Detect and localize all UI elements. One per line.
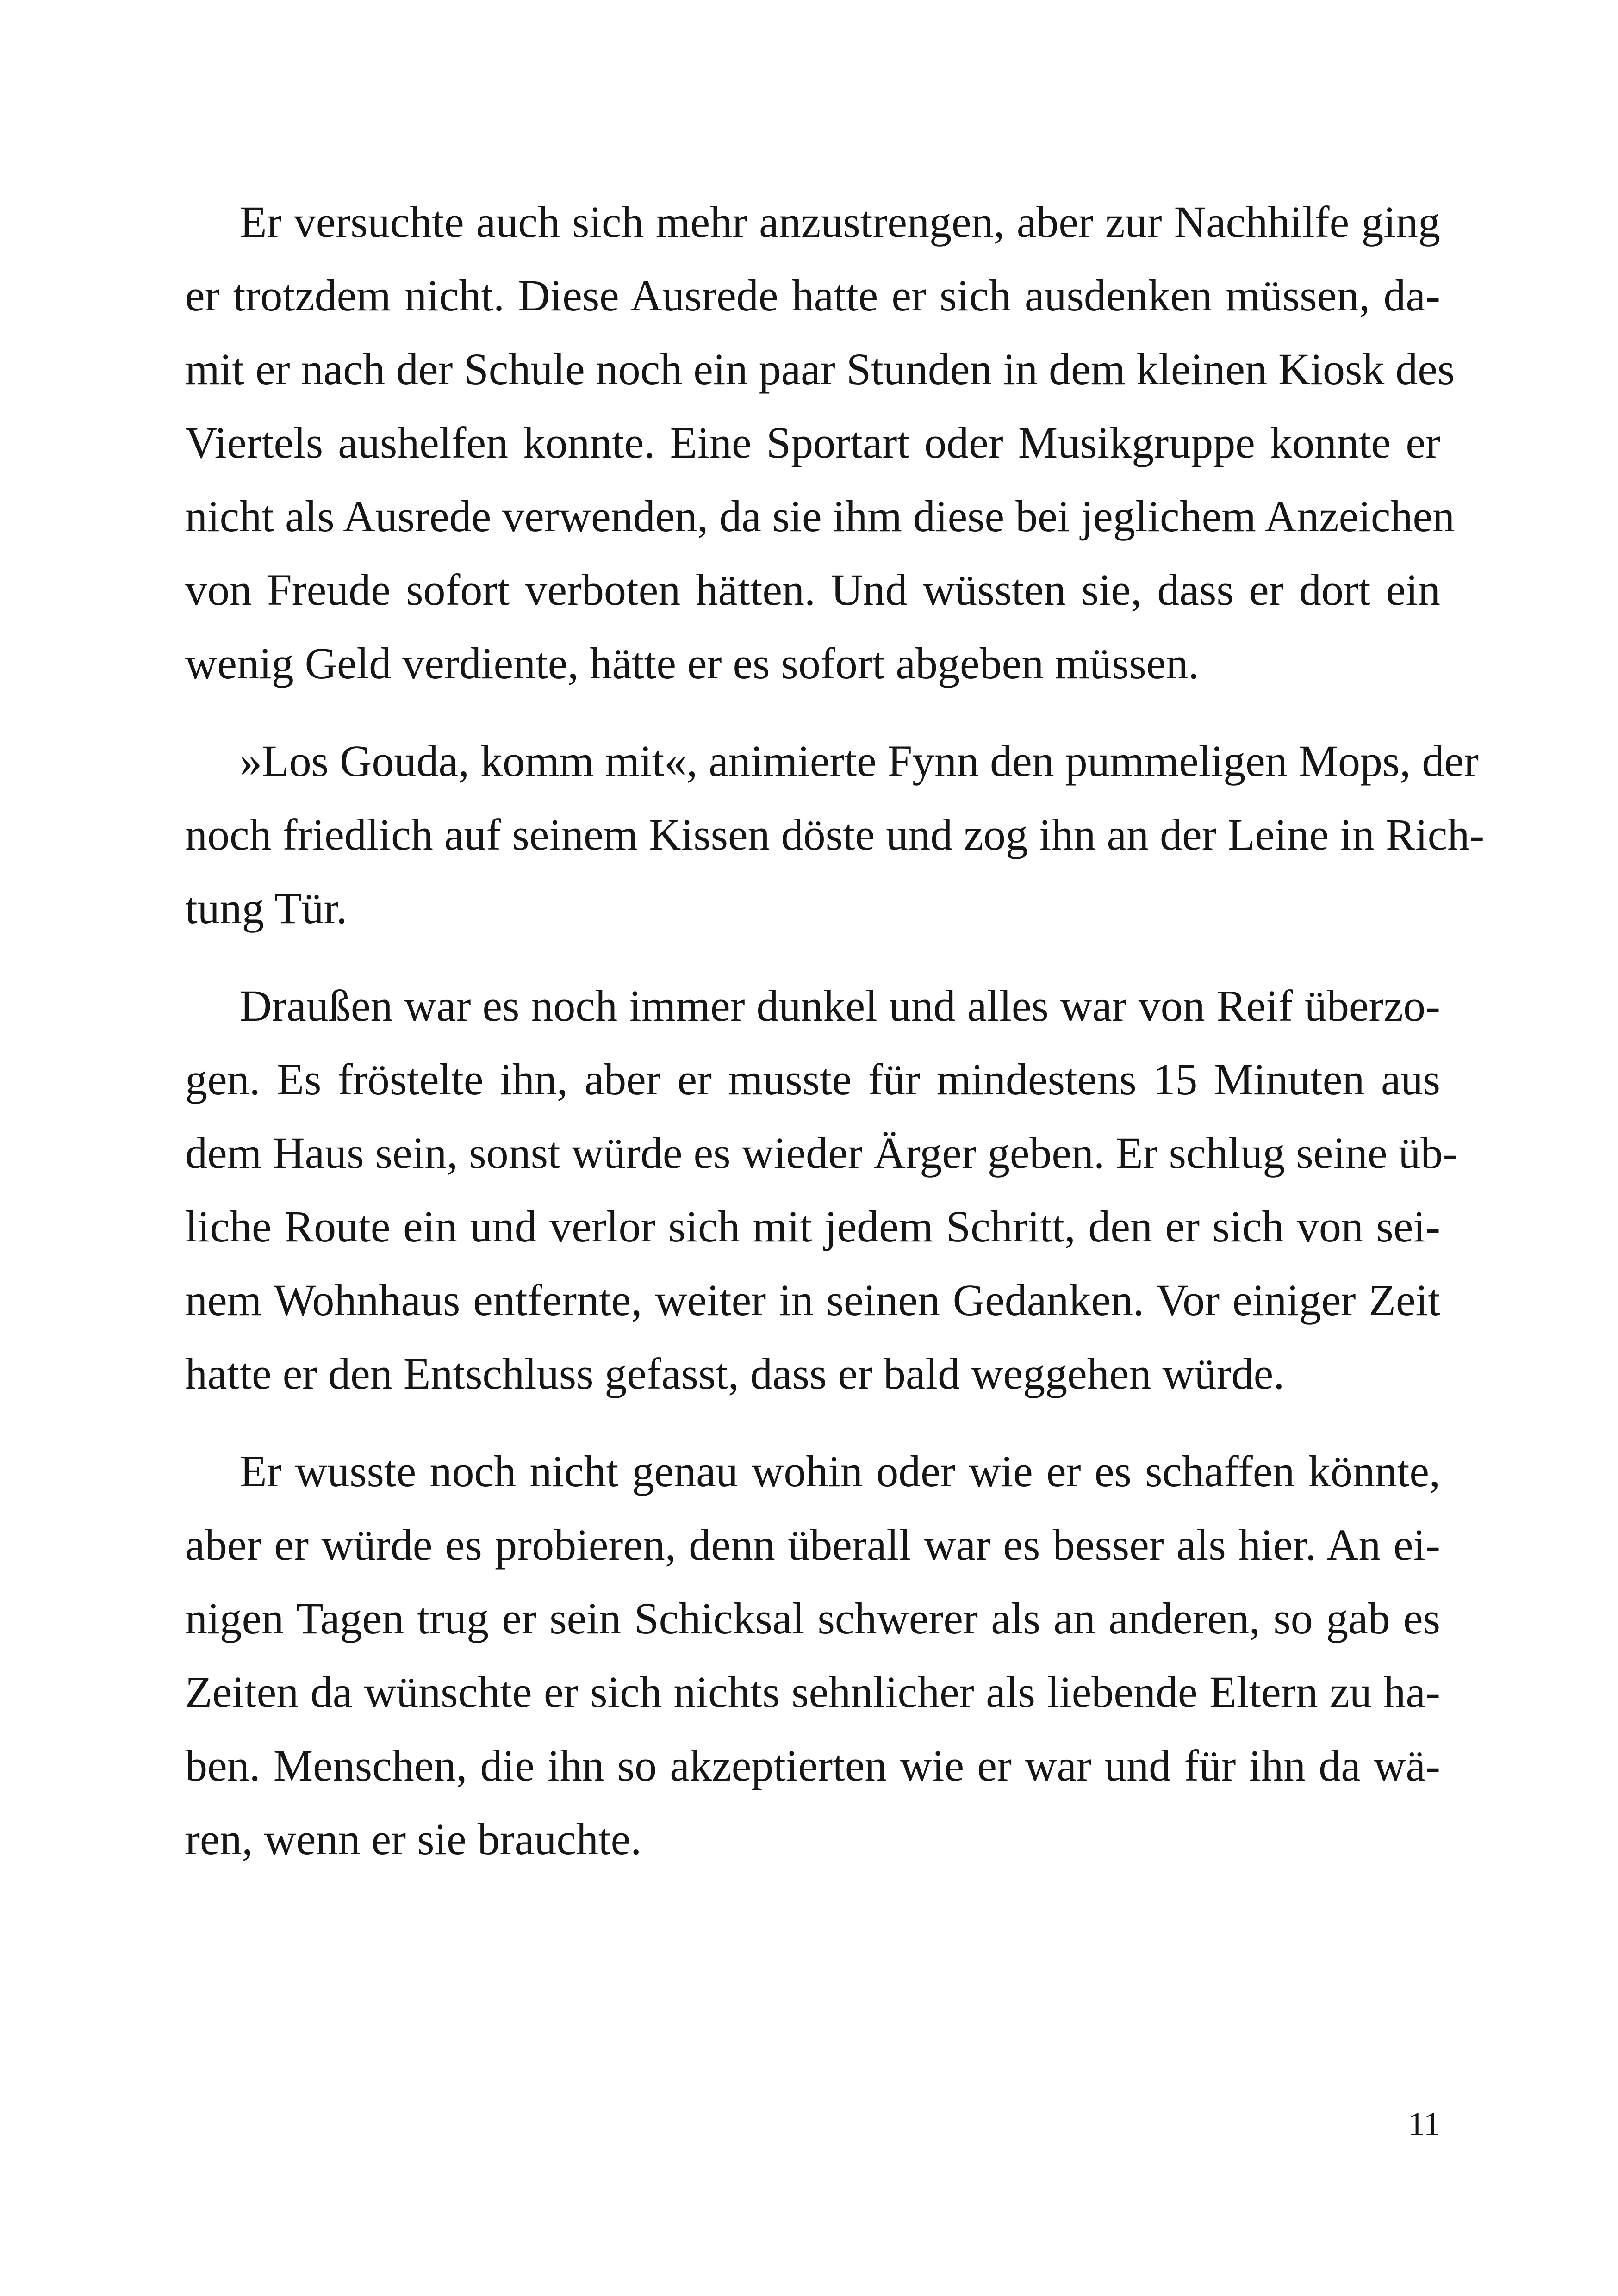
- paragraph-2: [185, 724, 1485, 945]
- text-line: nigen Tagen trug er sein Schicksal schwerer als an anderen, so gab es: [185, 1594, 1440, 1643]
- text-line: wenig Geld verdiente, hätte er es sofort abgeben müssen.: [185, 639, 1200, 688]
- text-line: ben. Menschen, die ihn so akzeptierten wie er war und für ihn da wä-: [185, 1741, 1440, 1790]
- paragraph-4: [185, 1434, 1440, 1876]
- text-line: er trotzdem nicht. Diese Ausrede hatte er sich ausdenken müssen, da-: [185, 271, 1440, 320]
- page-number: 11: [1408, 2105, 1440, 2142]
- text-line: von Freude sofort verboten hätten. Und wüssten sie, dass er dort ein: [185, 565, 1440, 614]
- text-line: nem Wohnhaus entfernte, weiter in seinen Gedanken. Vor einiger Zeit: [185, 1275, 1440, 1325]
- text-line: ren, wenn er sie brauchte.: [185, 1814, 642, 1864]
- text-line: dem Haus sein, sonst würde es wieder Ärger geben. Er schlug seine üb-: [185, 1128, 1458, 1178]
- text-line: liche Route ein und verlor sich mit jedem Schritt, den er sich von sei-: [185, 1202, 1440, 1251]
- text-line: aber er würde es probieren, denn überall war es besser als hier. An ei-: [185, 1520, 1440, 1570]
- body-text: [185, 185, 1485, 1900]
- paragraph-3: [185, 969, 1458, 1410]
- text-line: noch friedlich auf seinem Kissen döste und zog ihn an der Leine in Rich-: [185, 810, 1485, 859]
- text-line: nicht als Ausrede verwenden, da sie ihm diese bei jeglichem Anzeichen: [185, 491, 1455, 541]
- paragraph-1: [185, 185, 1455, 700]
- text-line: Draußen war es noch immer dunkel und alles war von Reif überzo-: [240, 981, 1440, 1030]
- text-line: gen. Es fröstelte ihn, aber er musste für mindestens 15 Minuten aus: [185, 1055, 1440, 1104]
- text-line: mit er nach der Schule noch ein paar Stunden in dem kleinen Kiosk des: [185, 344, 1455, 394]
- text-line: tung Tür.: [185, 883, 348, 933]
- text-line: hatte er den Entschluss gefasst, dass er bald weggehen würde.: [185, 1349, 1285, 1398]
- text-line: Zeiten da wünschte er sich nichts sehnlicher als liebende Eltern zu ha-: [185, 1667, 1440, 1717]
- text-line: Er versuchte auch sich mehr anzustrengen, aber zur Nachhilfe ging: [240, 197, 1440, 247]
- text-line: »Los Gouda, komm mit«, animierte Fynn den pummeligen Mops, der: [240, 736, 1479, 786]
- text-line: Er wusste noch nicht genau wohin oder wie er es schaffen könnte,: [240, 1446, 1440, 1496]
- text-line: Viertels aushelfen konnte. Eine Sportart oder Musikgruppe konnte er: [185, 418, 1440, 467]
